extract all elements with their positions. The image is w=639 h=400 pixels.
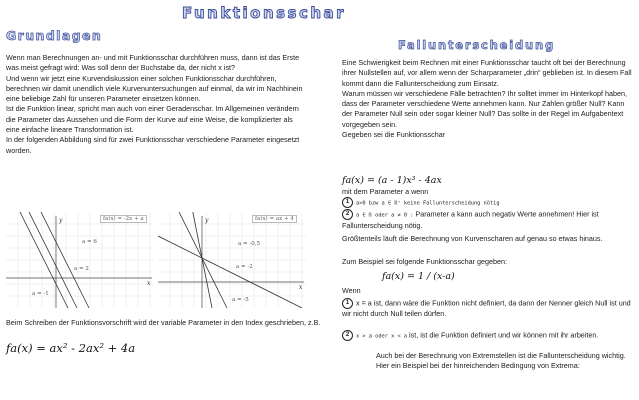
- graph-2-label-a-minus5: a = -5: [232, 297, 249, 303]
- index-formula: fa(x) = ax² - 2ax² + 4a: [6, 341, 136, 355]
- heading-fallunterscheidung: Fallunterscheidung: [398, 38, 555, 52]
- formula-fa-fraction: fa(x) = 1 / (x-a): [382, 271, 455, 282]
- graph-2-svg: [158, 212, 306, 308]
- condition-number: 1: [342, 298, 353, 309]
- graph-1-svg: [6, 212, 154, 308]
- paragraph: Gegeben sei die Funktionsschar: [342, 130, 446, 140]
- largely-text: Größtenteils läuft die Berechnung von Kurvenscharen auf genau so etwas hinaus.: [342, 234, 603, 243]
- condition-2: [342, 330, 634, 342]
- condition-2-handwritten: x > a oder x < a: [356, 333, 408, 340]
- graph-1-label-a-minus1: a = -1: [32, 291, 49, 297]
- graph-geradenschar-1: [6, 212, 154, 308]
- graph-2-formula: fa(x) = ax + 4: [252, 215, 297, 223]
- with-parameter-text: mit dem Parameter a wenn: [342, 187, 429, 196]
- case-1-handwritten: a>0 bzw a ∈ ℝ⁺ keine Fallunterscheidung nötig: [356, 200, 500, 207]
- extrem-text: Auch bei der Berechnung von Extremstellen ist die Fallunterscheidung wichtig. Hier ein Beispiel bei der hinreichenden Bedingung von Extrema:: [376, 351, 626, 371]
- case-2: [342, 209, 636, 231]
- paragraph: Und wenn wir jetzt eine Kurvendiskussion einer solchen Funktionsschar durchführen, berechnen wir damit unendlich viele Kurvenuntersuchungen auf einmal, da wir im Nachhinein eine beliebige Zahl für unseren Parameter einsetzen können.: [6, 73, 303, 104]
- example-text: Zum Beispiel sei folgende Funktionsschar gegeben:: [342, 257, 508, 266]
- x-axis-label: x: [147, 280, 151, 287]
- paragraph: Eine Schwierigkeit beim Rechnen mit einer Funktionsschar taucht oft bei der Berechnung ihrer Nullstellen auf, vor allem wenn der Scharparameter „drin“ geblieben ist. In diesem Fall kommt dann die Fallunterscheidung zum Einsatz.: [342, 58, 632, 88]
- graph-1-label-a2: a = 2: [74, 266, 89, 272]
- case-number: 2: [342, 209, 353, 220]
- fallunterscheidung-intro: [342, 58, 634, 140]
- case-1: [342, 197, 636, 209]
- page-title: Funktionsschar: [182, 4, 347, 22]
- y-axis-label: y: [59, 217, 63, 224]
- graph-1-formula: fa(x) = -2x + a: [100, 215, 147, 223]
- case-2-handwritten: a ∈ ℝ oder a ≠ 0 :: [356, 212, 414, 219]
- grundlagen-text: [6, 53, 306, 156]
- index-note: Beim Schreiben der Funktionsvorschrift wird der variable Parameter in den Index geschrieben, z.B.: [6, 318, 321, 327]
- condition-1: [342, 298, 634, 319]
- paragraph: Ist die Funktion linear, spricht man auch von einer Geradenschar. Im Allgemeinen verändern die Parameter das Aussehen und die Form der Kurve auf eine Weise, die komplizierter als eine einfache lineare Transformation ist.: [6, 104, 299, 135]
- graph-2-label-a-minus05: a = -0,5: [238, 241, 260, 247]
- heading-grundlagen: Grundlagen: [6, 28, 103, 43]
- grid: [6, 212, 154, 308]
- condition-2-text: ist, ist die Funktion definiert und wir können mit ihr arbeiten.: [409, 330, 599, 340]
- case-2-text: Parameter a kann auch negativ Werte annehmen! Hier ist Fallunterscheidung nötig.: [342, 209, 599, 230]
- y-axis-label: y: [205, 217, 209, 224]
- paragraph: In der folgenden Abbildung sind für zwei Funktionsschar verschiedene Parameter eingesetzt worden.: [6, 135, 300, 155]
- formula-fa-cubic: fa(x) = (a - 1)x³ - 4ax: [342, 175, 442, 186]
- wenn-text: Wenn: [342, 286, 361, 295]
- case-number: 1: [342, 197, 353, 208]
- condition-number: 2: [342, 330, 353, 341]
- condition-1-text: x = a ist, dann wäre die Funktion nicht definiert, da dann der Nenner gleich Null ist und wir nicht durch Null teilen dürfen.: [342, 298, 631, 318]
- graph-2-label-a-minus2: a = -2: [236, 264, 253, 270]
- x-axis-label: x: [299, 284, 303, 291]
- paragraph: Wenn man Berechnungen an- und mit Funktionsschar durchführen muss, dann ist das Erste was meist gefragt wird: Was soll denn der Buchstabe da, der nicht x ist?: [6, 53, 300, 73]
- grid: [158, 212, 306, 308]
- graph-geradenschar-2: [158, 212, 306, 308]
- paragraph: Warum müssen wir verschiedene Fälle betrachten? Ihr solltet immer im Hinterkopf haben, dass der Parameter verschiedene Werte annehmen kann. Nur Zahlen größer Null? Kann der Parameter Null sein oder sogar kleiner Null? Das sollte in der Regel im Aufgabentext vorgegeben sein.: [342, 88, 627, 129]
- graph-1-label-a6: a = 6: [82, 239, 97, 245]
